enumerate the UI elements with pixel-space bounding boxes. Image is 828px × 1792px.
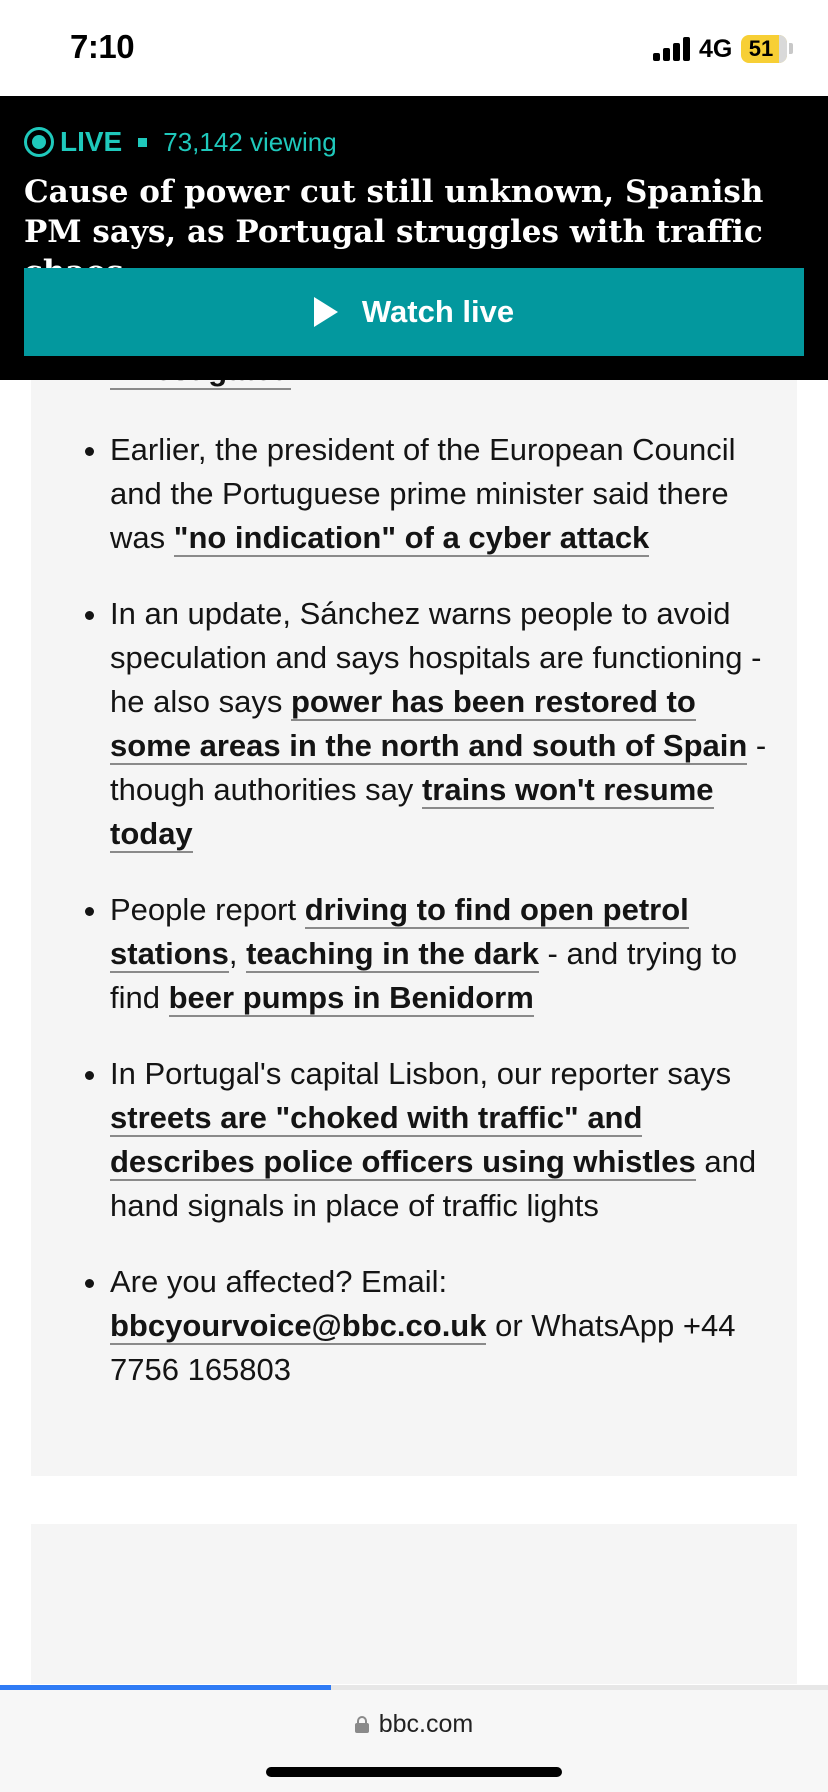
bullet-link[interactable]: bbcyourvoice@bbc.co.uk bbox=[110, 1308, 487, 1343]
bullet-text: and hand signals in place of traffic lights bbox=[110, 1144, 757, 1223]
summary-bullet bbox=[31, 1260, 797, 1392]
battery-level: 51 bbox=[748, 36, 774, 61]
home-indicator bbox=[266, 1767, 562, 1777]
viewer-count: 73,142 viewing bbox=[163, 126, 337, 157]
summary-bullet bbox=[31, 592, 797, 856]
summary-bullet bbox=[31, 428, 797, 560]
bullet-link[interactable]: driving to find open petrol stations bbox=[110, 892, 689, 971]
play-icon bbox=[314, 297, 338, 327]
live-banner bbox=[0, 96, 828, 380]
live-icon bbox=[24, 127, 54, 157]
status-time: 7:10 bbox=[70, 28, 135, 65]
bullet-text: Are you affected? Email: bbox=[110, 1264, 448, 1299]
bullet-link[interactable]: power has been restored to some areas in the north and south of Spain bbox=[110, 684, 748, 763]
separator-dot bbox=[138, 138, 147, 147]
bullet-text: - though authorities say bbox=[110, 728, 767, 807]
bullet-link[interactable]: "no indication" of a cyber attack bbox=[173, 520, 650, 555]
battery-icon bbox=[741, 35, 787, 63]
live-status bbox=[24, 122, 337, 162]
bullet-text: In an update, Sánchez warns people to avoid speculation and says hospitals are functioning - he also says bbox=[110, 596, 762, 719]
lock-icon bbox=[355, 1716, 369, 1733]
url-text: bbc.com bbox=[378, 1710, 474, 1738]
summary-bullet-list bbox=[31, 428, 797, 1424]
url-display[interactable] bbox=[0, 1710, 828, 1739]
summary-bullet bbox=[31, 1052, 797, 1228]
next-card bbox=[31, 1524, 797, 1684]
bullet-link[interactable]: trains won't resume today bbox=[110, 772, 714, 851]
bullet-link[interactable]: streets are "choked with traffic" and describes police officers using whistles bbox=[110, 1100, 696, 1179]
network-type: 4G bbox=[699, 35, 733, 63]
summary-bullet bbox=[31, 888, 797, 1020]
bullet-link[interactable]: teaching in the dark bbox=[246, 936, 539, 971]
live-label: LIVE bbox=[60, 126, 123, 157]
watch-live-button[interactable] bbox=[24, 268, 804, 356]
bullet-text: or WhatsApp +44 7756 165803 bbox=[110, 1308, 736, 1387]
bullet-text: , bbox=[228, 936, 247, 971]
battery-tip bbox=[789, 43, 793, 54]
watch-live-label: Watch live bbox=[361, 294, 515, 329]
status-bar bbox=[0, 0, 828, 96]
bullet-link[interactable]: beer pumps in Benidorm bbox=[168, 980, 534, 1015]
bullet-text: Earlier, the president of the European Council and the Portuguese prime minister said there was bbox=[110, 432, 736, 555]
bullet-text: In Portugal's capital Lisbon, our reporter says bbox=[110, 1056, 732, 1091]
live-headline[interactable]: Cause of power cut still unknown, Spanish PM says, as Portugal struggles with traffic bbox=[24, 174, 764, 250]
bullet-text: - and trying to find bbox=[110, 936, 738, 1015]
signal-icon bbox=[653, 37, 691, 61]
bullet-text: People report bbox=[110, 892, 305, 927]
